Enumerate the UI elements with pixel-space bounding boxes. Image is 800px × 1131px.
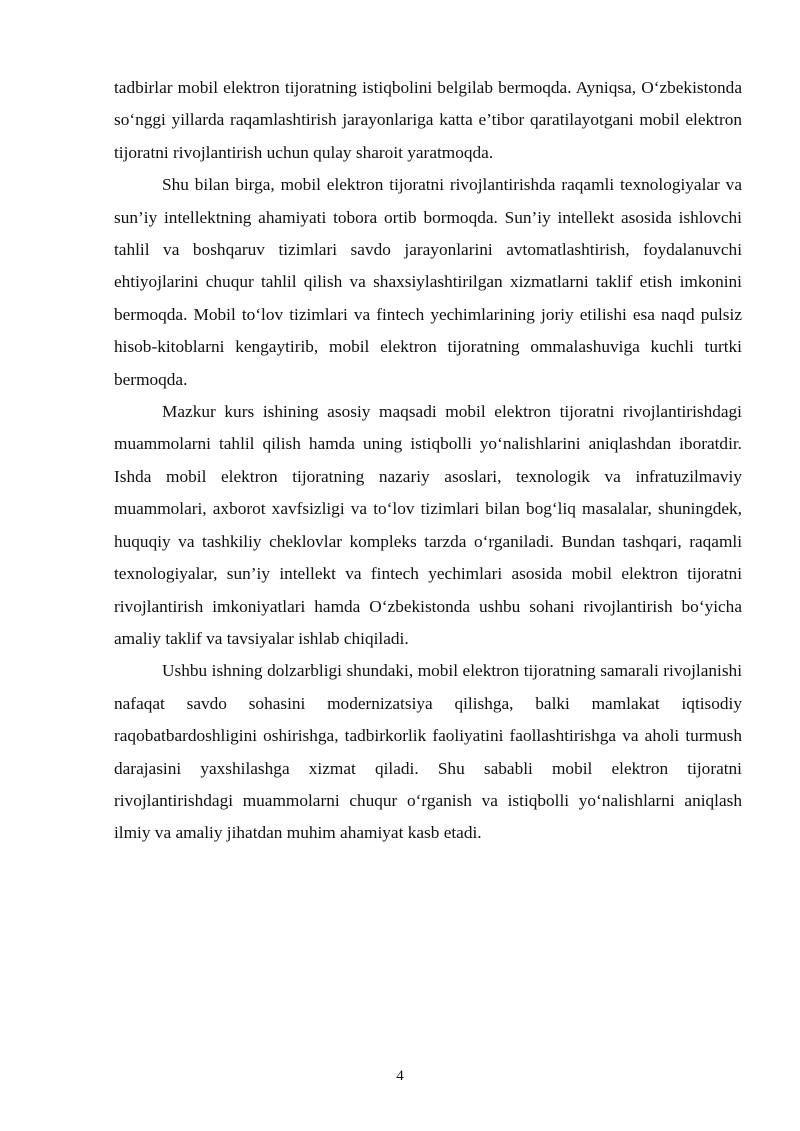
paragraph-relevance: Ushbu ishning dolzarbligi shundaki, mobil elektron tijoratning samarali rivojlanishi nafaqat savdo sohasini modernizatsiya qilishga, balki mamlakat iqtisodiy raqobatbardoshligini oshirishga, tadbirkorlik faoliyatini faollashtirishga va aholi turmush darajasini yaxshilashga xizmat qiladi. Shu sababli mobil elektron tijoratni rivojlantirishdagi muammolarni chuqur o‘rganish va istiqbolli yo‘nalishlarni aniqlash ilmiy va amaliy jihatdan muhim ahamiyat kasb etadi. <box>114 661 742 843</box>
paragraph-research-aim: Mazkur kurs ishining asosiy maqsadi mobil elektron tijoratni rivojlantirishdagi muammolarni tahlil qilish hamda uning istiqbolli yo‘nalishlarini aniqlashdan iboratdir. Ishda mobil elektron tijoratning nazariy asoslari, texnologik va infratuzilmaviy muammolari, axborot xavfsizligi va to‘lov tizimlari bilan bog‘liq masalalar, shuningdek, huquqiy va tashkiliy cheklovlar kompleks tarzda o‘rganiladi. Bundan tashqari, raqamli texnologiyalar, sun’iy intellekt va fintech yechimlari asosida mobil elektron tijoratni rivojlantirish imkoniyatlari hamda O‘zbekistonda ushbu sohani rivojlantirish bo‘yicha amaliy taklif va tavsiyalar ishlab chiqiladi. <box>114 402 742 648</box>
document-body <box>114 72 742 850</box>
paragraph-continuation: tadbirlar mobil elektron tijoratning istiqbolini belgilab bermoqda. Ayniqsa, O‘zbekistonda so‘nggi yillarda raqamlashtirish jarayonlariga katta e’tibor qaratilayotgani mobil elektron tijoratni rivojlantirish uchun qulay sharoit yaratmoqda. <box>114 78 742 162</box>
page-number: 4 <box>396 1068 404 1084</box>
paragraph-ai-role: Shu bilan birga, mobil elektron tijoratni rivojlantirishda raqamli texnologiyalar va sun’iy intellektning ahamiyati tobora ortib bormoqda. Sun’iy intellekt asosida ishlovchi tahlil va boshqaruv tizimlari savdo jarayonlarini avtomatlashtirish, foydalanuvchi ehtiyojlarini chuqur tahlil qilish va shaxsiylashtirilgan xizmatlarni taklif etish imkonini bermoqda. Mobil to‘lov tizimlari va fintech yechimlarining joriy etilishi esa naqd pulsiz hisob-kitoblarni kengaytirib, mobil elektron tijoratning ommalashuviga kuchli turtki bermoqda. <box>114 175 742 389</box>
